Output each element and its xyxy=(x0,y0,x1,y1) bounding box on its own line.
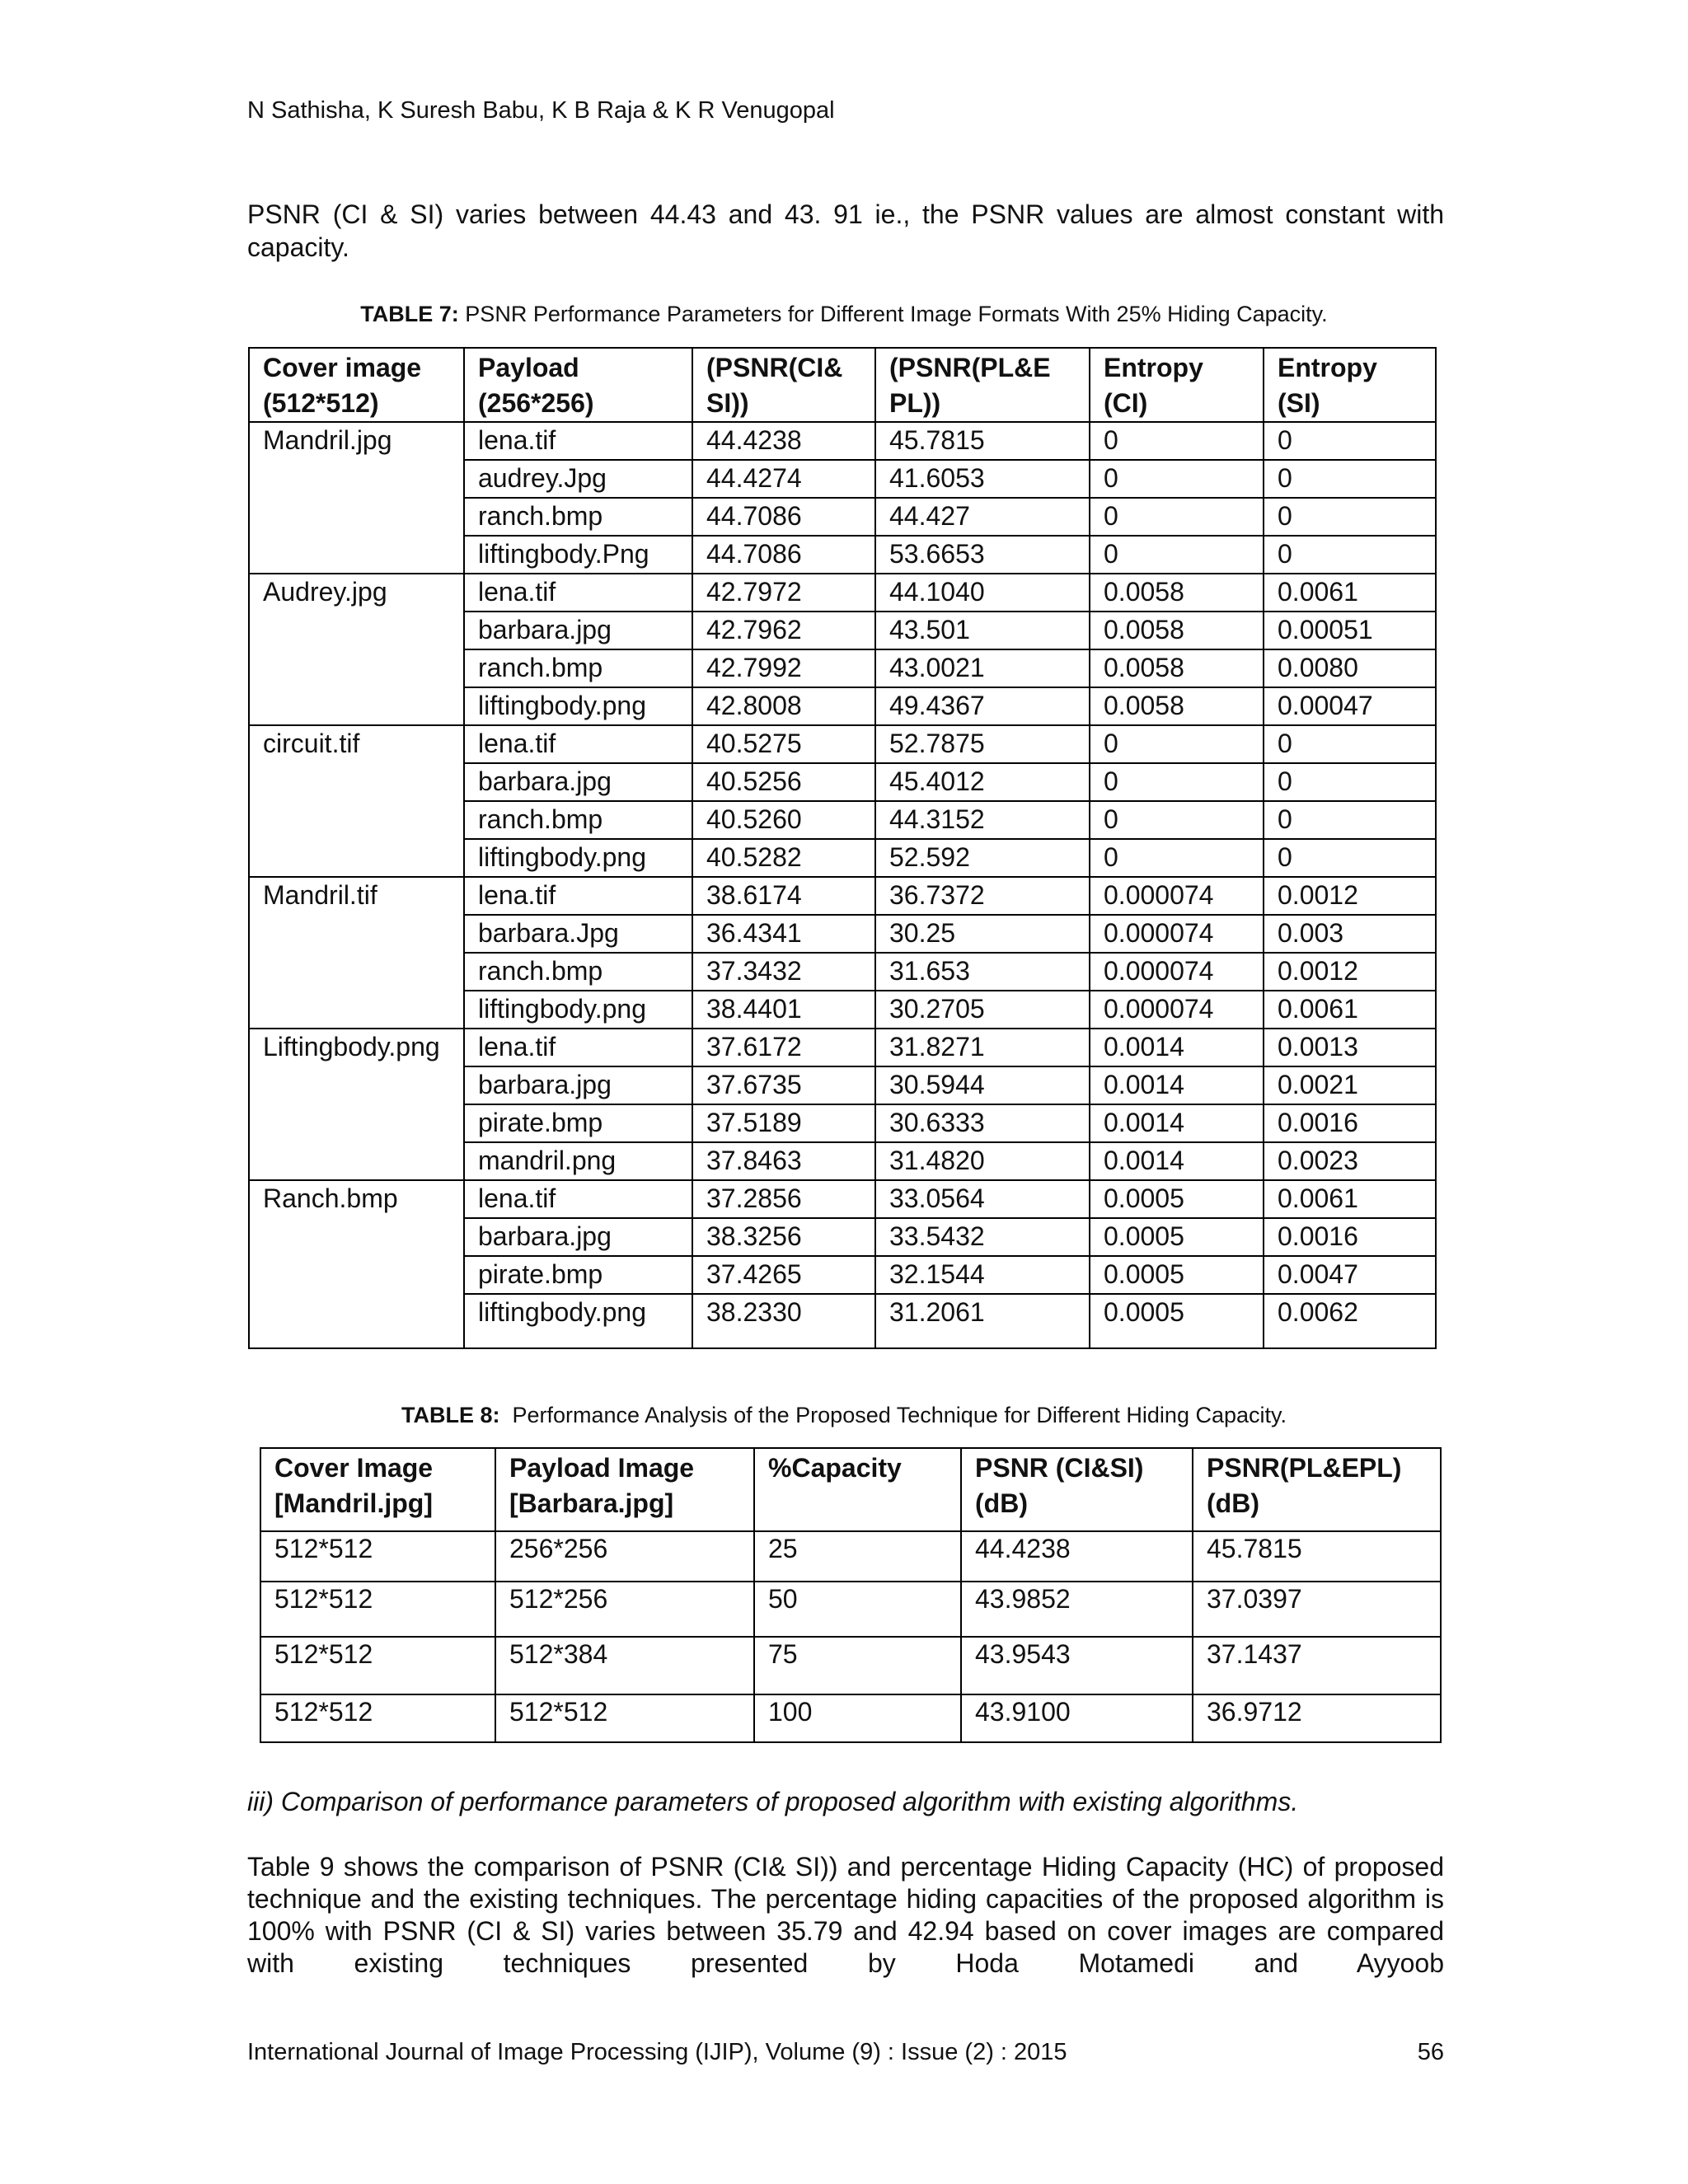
table-cell: 42.7992 xyxy=(692,649,875,687)
table-cell: 75 xyxy=(754,1637,961,1694)
table-cell: 0.0023 xyxy=(1264,1142,1436,1180)
table-cell: lena.tif xyxy=(464,1029,692,1066)
table-cell: 512*512 xyxy=(260,1582,495,1637)
table-cell: ranch.bmp xyxy=(464,498,692,536)
table7-header-cell: Payload (256*256) xyxy=(464,348,692,422)
table-cell: 30.25 xyxy=(875,915,1090,953)
table-cell: 512*512 xyxy=(260,1531,495,1582)
table-cell: 45.7815 xyxy=(1193,1531,1441,1582)
table-cell: 37.5189 xyxy=(692,1104,875,1142)
table-cell: lena.tif xyxy=(464,725,692,763)
table-cell: 0.0012 xyxy=(1264,877,1436,915)
table-cell: barbara.Jpg xyxy=(464,915,692,953)
table-row xyxy=(260,1637,1441,1694)
table-cell: 0 xyxy=(1264,536,1436,574)
table-row xyxy=(260,1531,1441,1582)
table-cell: 44.4238 xyxy=(692,422,875,460)
table7 xyxy=(248,347,1437,1349)
table-cell: 100 xyxy=(754,1694,961,1742)
table-cell: 44.7086 xyxy=(692,536,875,574)
table-cell: liftingbody.png xyxy=(464,687,692,725)
table8-caption xyxy=(0,1403,1688,1428)
table-row xyxy=(249,725,1436,763)
table-cell: 37.4265 xyxy=(692,1256,875,1294)
table-cell: ranch.bmp xyxy=(464,801,692,839)
table-cell: 0.0061 xyxy=(1264,574,1436,612)
table-cell: 50 xyxy=(754,1582,961,1637)
table-cell: 0 xyxy=(1090,801,1264,839)
table-cell: 43.0021 xyxy=(875,649,1090,687)
page-number: 56 xyxy=(1417,2039,1444,2065)
table-cell: 37.1437 xyxy=(1193,1637,1441,1694)
table-cell: lena.tif xyxy=(464,574,692,612)
table-row xyxy=(249,1029,1436,1066)
table-cell: 31.8271 xyxy=(875,1029,1090,1066)
table-cell: 0 xyxy=(1090,725,1264,763)
table-row xyxy=(260,1582,1441,1637)
table-cell: 0.0058 xyxy=(1090,649,1264,687)
running-header: N Sathisha, K Suresh Babu, K B Raja & K R Venugopal xyxy=(247,97,835,124)
table-row xyxy=(249,574,1436,612)
table-cell: 256*256 xyxy=(495,1531,754,1582)
table-cell: 0.0016 xyxy=(1264,1104,1436,1142)
table-cell: lena.tif xyxy=(464,1180,692,1218)
table-cell: 0.0058 xyxy=(1090,574,1264,612)
table7-header-row xyxy=(249,348,1436,422)
table-cell: 512*512 xyxy=(260,1637,495,1694)
section-heading: iii) Comparison of performance parameters of proposed algorithm with existing algorithms. xyxy=(247,1787,1299,1816)
table-cell: 44.7086 xyxy=(692,498,875,536)
table-cell: 40.5275 xyxy=(692,725,875,763)
table-cell: 0.0047 xyxy=(1264,1256,1436,1294)
table-cell: 512*256 xyxy=(495,1582,754,1637)
table7-header-cell: (PSNR(PL&E PL)) xyxy=(875,348,1090,422)
table-cell: 44.4238 xyxy=(961,1531,1193,1582)
table-cell: barbara.jpg xyxy=(464,1066,692,1104)
table-cell: barbara.jpg xyxy=(464,763,692,801)
table-cell: barbara.jpg xyxy=(464,1218,692,1256)
table-cell: 0 xyxy=(1090,498,1264,536)
table-cell: 0 xyxy=(1090,763,1264,801)
table-cell: barbara.jpg xyxy=(464,612,692,649)
table-cell: 33.0564 xyxy=(875,1180,1090,1218)
table8-header-cell: Cover Image [Mandril.jpg] xyxy=(260,1448,495,1531)
table-cell: 0.0016 xyxy=(1264,1218,1436,1256)
table-cell: 52.7875 xyxy=(875,725,1090,763)
table-cell: 0 xyxy=(1090,536,1264,574)
table-cell: 38.4401 xyxy=(692,991,875,1029)
footer-journal: International Journal of Image Processing (IJIP), Volume (9) : Issue (2) : 2015 xyxy=(247,2039,1067,2065)
table-cell: 0 xyxy=(1264,763,1436,801)
table-cell: 44.4274 xyxy=(692,460,875,498)
table-cell: 0 xyxy=(1264,422,1436,460)
cover-image-cell: Liftingbody.png xyxy=(249,1029,464,1180)
cover-image-cell: Audrey.jpg xyxy=(249,574,464,725)
table7-caption xyxy=(0,302,1688,327)
table-cell: 36.9712 xyxy=(1193,1694,1441,1742)
table-cell: 0 xyxy=(1090,460,1264,498)
table-cell: 49.4367 xyxy=(875,687,1090,725)
table-cell: 52.592 xyxy=(875,839,1090,877)
cover-image-cell: Ranch.bmp xyxy=(249,1180,464,1348)
table-cell: 38.3256 xyxy=(692,1218,875,1256)
table-cell: 37.6735 xyxy=(692,1066,875,1104)
table-cell: 0.0058 xyxy=(1090,612,1264,649)
table8-caption-label: TABLE 8: xyxy=(401,1403,500,1427)
table-cell: lena.tif xyxy=(464,877,692,915)
table-cell: 0.000074 xyxy=(1090,991,1264,1029)
table7-header-cell: Entropy (CI) xyxy=(1090,348,1264,422)
table-cell: 0.00047 xyxy=(1264,687,1436,725)
table-cell: 0 xyxy=(1090,422,1264,460)
table-cell: 42.7972 xyxy=(692,574,875,612)
table-cell: 36.7372 xyxy=(875,877,1090,915)
table-cell: 37.8463 xyxy=(692,1142,875,1180)
table-cell: pirate.bmp xyxy=(464,1256,692,1294)
table8-header-cell: Payload Image [Barbara.jpg] xyxy=(495,1448,754,1531)
table-cell: 0.0058 xyxy=(1090,687,1264,725)
cover-image-cell: Mandril.jpg xyxy=(249,422,464,574)
table-cell: 0 xyxy=(1264,498,1436,536)
table-cell: 0 xyxy=(1264,460,1436,498)
table-cell: 0.00051 xyxy=(1264,612,1436,649)
table-cell: 0 xyxy=(1264,725,1436,763)
table-cell: 0.0080 xyxy=(1264,649,1436,687)
table-cell: 0.000074 xyxy=(1090,915,1264,953)
table-cell: 45.4012 xyxy=(875,763,1090,801)
table-cell: 0 xyxy=(1264,801,1436,839)
table-cell: 0.003 xyxy=(1264,915,1436,953)
table-cell: 31.653 xyxy=(875,953,1090,991)
table-cell: 0.0005 xyxy=(1090,1256,1264,1294)
cover-image-cell: circuit.tif xyxy=(249,725,464,877)
table-cell: 31.4820 xyxy=(875,1142,1090,1180)
table-cell: 53.6653 xyxy=(875,536,1090,574)
table-cell: 41.6053 xyxy=(875,460,1090,498)
table-cell: 0.0014 xyxy=(1090,1029,1264,1066)
table-cell: 43.9100 xyxy=(961,1694,1193,1742)
table-cell: audrey.Jpg xyxy=(464,460,692,498)
table-cell: 0.0021 xyxy=(1264,1066,1436,1104)
body-paragraph: Table 9 shows the comparison of PSNR (CI& SI)) and percentage Hiding Capacity (HC) of proposed technique and the existing techniques. The percentage hiding capacities of the proposed algorithm is 100% with PSNR (CI & SI) varies between 35.79 and 42.94 based on cover images are compared with existing techniques presented by Hoda Motamedi and Ayyoob xyxy=(247,1852,1444,1978)
table-cell: 43.9852 xyxy=(961,1582,1193,1637)
table-cell: 42.7962 xyxy=(692,612,875,649)
table-cell: 30.2705 xyxy=(875,991,1090,1029)
table-cell: 43.9543 xyxy=(961,1637,1193,1694)
table-cell: 37.3432 xyxy=(692,953,875,991)
table-row xyxy=(249,877,1436,915)
table-cell: 0.0061 xyxy=(1264,1180,1436,1218)
table-cell: 0.0014 xyxy=(1090,1104,1264,1142)
table-cell: ranch.bmp xyxy=(464,953,692,991)
table-cell: 30.6333 xyxy=(875,1104,1090,1142)
table-cell: mandril.png xyxy=(464,1142,692,1180)
intro-paragraph: PSNR (CI & SI) varies between 44.43 and 43. 91 ie., the PSNR values are almost constant with capacity. xyxy=(247,199,1444,262)
table-cell: 0.000074 xyxy=(1090,877,1264,915)
table8-header-cell: PSNR(PL&EPL) (dB) xyxy=(1193,1448,1441,1531)
table-cell: 40.5260 xyxy=(692,801,875,839)
table-cell: 0.0014 xyxy=(1090,1066,1264,1104)
table-row xyxy=(260,1694,1441,1742)
table-cell: 0.0061 xyxy=(1264,991,1436,1029)
table-cell: 36.4341 xyxy=(692,915,875,953)
table-cell: 0.0014 xyxy=(1090,1142,1264,1180)
table8 xyxy=(260,1447,1442,1743)
table-cell: 0.0005 xyxy=(1090,1294,1264,1348)
table-cell: 25 xyxy=(754,1531,961,1582)
table8-header-row xyxy=(260,1448,1441,1531)
table7-header-cell: Cover image (512*512) xyxy=(249,348,464,422)
table8-caption-text: Performance Analysis of the Proposed Technique for Different Hiding Capacity. xyxy=(499,1403,1287,1427)
table7-header-cell: Entropy (SI) xyxy=(1264,348,1436,422)
table-cell: 33.5432 xyxy=(875,1218,1090,1256)
table-cell: 45.7815 xyxy=(875,422,1090,460)
table-cell: 44.427 xyxy=(875,498,1090,536)
table-cell: 0.0005 xyxy=(1090,1180,1264,1218)
table-cell: 512*512 xyxy=(260,1694,495,1742)
table7-caption-text: PSNR Performance Parameters for Different Image Formats With 25% Hiding Capacity. xyxy=(458,302,1328,326)
table-cell: 0.0005 xyxy=(1090,1218,1264,1256)
table-cell: 512*384 xyxy=(495,1637,754,1694)
table-cell: liftingbody.Png xyxy=(464,536,692,574)
table-cell: 44.1040 xyxy=(875,574,1090,612)
table-cell: 30.5944 xyxy=(875,1066,1090,1104)
table-cell: liftingbody.png xyxy=(464,839,692,877)
table-cell: 32.1544 xyxy=(875,1256,1090,1294)
table-cell: 44.3152 xyxy=(875,801,1090,839)
table-cell: 0 xyxy=(1264,839,1436,877)
table-cell: 37.2856 xyxy=(692,1180,875,1218)
table-cell: 40.5282 xyxy=(692,839,875,877)
table-cell: 42.8008 xyxy=(692,687,875,725)
table8-header-cell: %Capacity xyxy=(754,1448,961,1531)
table-cell: 0.0062 xyxy=(1264,1294,1436,1348)
table-cell: 43.501 xyxy=(875,612,1090,649)
table-cell: 38.2330 xyxy=(692,1294,875,1348)
table-cell: lena.tif xyxy=(464,422,692,460)
table-cell: ranch.bmp xyxy=(464,649,692,687)
table-cell: 0.0012 xyxy=(1264,953,1436,991)
table-cell: 40.5256 xyxy=(692,763,875,801)
table-cell: 512*512 xyxy=(495,1694,754,1742)
table-cell: pirate.bmp xyxy=(464,1104,692,1142)
table7-header-cell: (PSNR(CI& SI)) xyxy=(692,348,875,422)
table-row xyxy=(249,1180,1436,1218)
table-cell: 0.000074 xyxy=(1090,953,1264,991)
table-cell: 37.6172 xyxy=(692,1029,875,1066)
table-row xyxy=(249,422,1436,460)
table-cell: liftingbody.png xyxy=(464,991,692,1029)
table-cell: liftingbody.png xyxy=(464,1294,692,1348)
table-cell: 0 xyxy=(1090,839,1264,877)
table-cell: 31.2061 xyxy=(875,1294,1090,1348)
table-cell: 38.6174 xyxy=(692,877,875,915)
table-cell: 37.0397 xyxy=(1193,1582,1441,1637)
cover-image-cell: Mandril.tif xyxy=(249,877,464,1029)
table-cell: 0.0013 xyxy=(1264,1029,1436,1066)
table8-header-cell: PSNR (CI&SI) (dB) xyxy=(961,1448,1193,1531)
table7-caption-label: TABLE 7: xyxy=(360,302,459,326)
